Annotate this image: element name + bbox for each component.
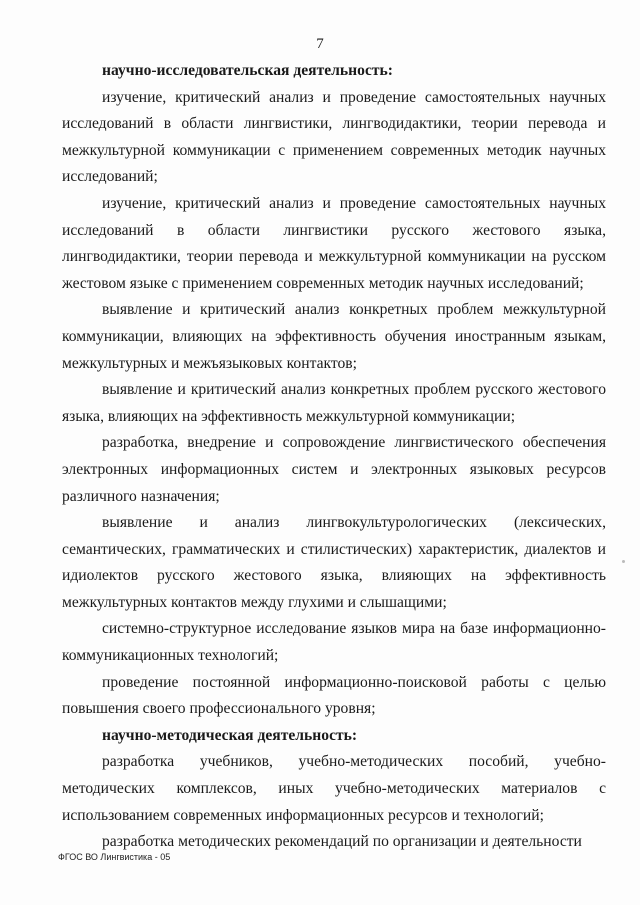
section-heading-methodical: научно-методическая деятельность: bbox=[102, 726, 358, 744]
paragraph: разработка методических рекомендаций по организации и деятельности bbox=[102, 833, 582, 851]
paragraph: выявление и анализ лингвокультурологических (лексических, семантических, грамматических и стилистических) характеристик, диалектов и идиолектов русского жестового языка, влияющих на эффективность межкультурных контактов между глухими и слышащими; bbox=[62, 514, 606, 611]
paragraph: проведение постоянной информационно-поисковой работы с целью повышения своего профессионального уровня; bbox=[62, 673, 606, 718]
page-number: 7 bbox=[316, 36, 324, 52]
paragraph: изучение, критический анализ и проведение самостоятельных научных исследований в области лингвистики русского жестового языка, лингводидактики, теории перевода и межкультурной коммуникации на русском жестовом языке с применением современных методик научных исследований; bbox=[62, 194, 606, 292]
paragraph: разработка, внедрение и сопровождение лингвистического обеспечения электронных информационных систем и электронных языковых ресурсов различного назначения; bbox=[62, 434, 606, 505]
paragraph: выявление и критический анализ конкретных проблем межкультурной коммуникации, влияющих на эффективность обучения иностранным языкам, межкультурных и межъязыковых контактов; bbox=[62, 301, 606, 372]
page-body bbox=[62, 58, 606, 856]
paragraph: выявление и критический анализ конкретных проблем русского жестового языка, влияющих на эффективность межкультурной коммуникации; bbox=[62, 381, 606, 425]
paragraph: разработка учебников, учебно-методических пособий, учебно-методических комплексов, иных учебно-методических материалов с использованием современных информационных ресурсов и технологий; bbox=[62, 753, 606, 824]
paragraph: системно-структурное исследование языков мира на базе информационно-коммуникационных технологий; bbox=[62, 620, 606, 665]
page-footer: ФГОС ВО Лингвистика - 05 bbox=[58, 852, 171, 862]
section-heading-research: научно-исследовательская деятельность: bbox=[102, 62, 393, 79]
paragraph: изучение, критический анализ и проведение самостоятельных научных исследований в области лингвистики, лингводидактики, теории перевода и межкультурной коммуникации с применением современных методик научных исследований; bbox=[62, 88, 606, 186]
scan-speck bbox=[622, 560, 625, 563]
